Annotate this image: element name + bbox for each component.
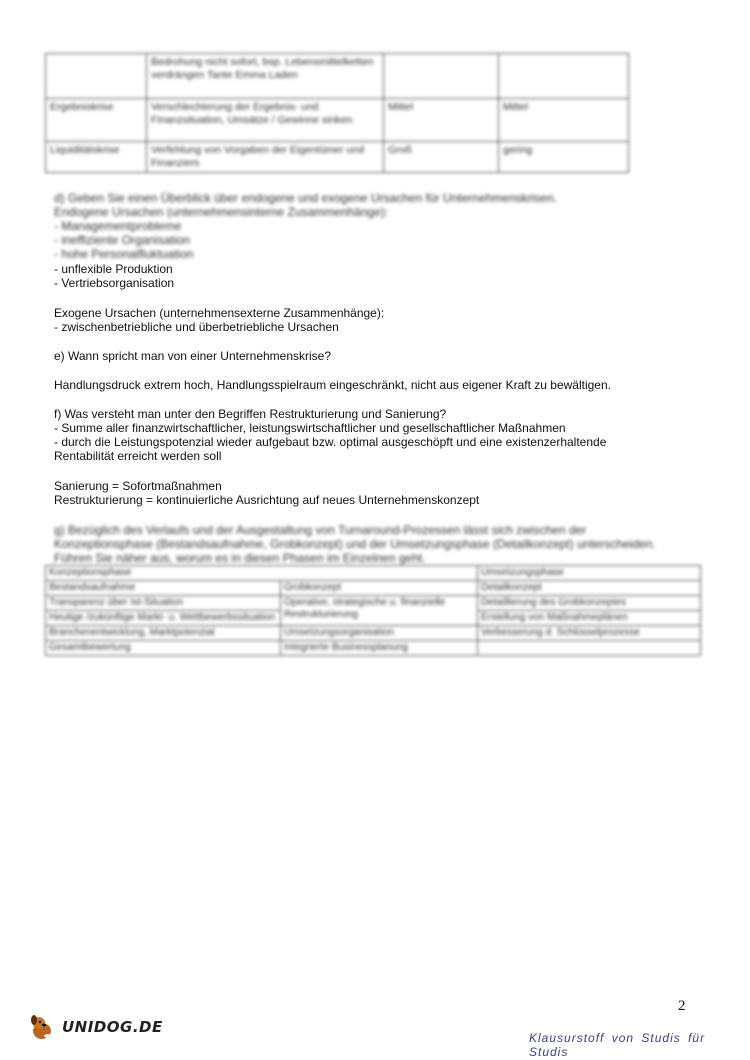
table-cell: Operative, strategische u. finanzielle Restrukturierung bbox=[281, 596, 478, 626]
table-cell: gering bbox=[499, 142, 629, 173]
question-g-line: Führen Sie näher aus, worum es in diesen Phasen im Einzelnen geht. bbox=[54, 551, 426, 565]
table-cell bbox=[46, 54, 147, 99]
list-item: - zwischenbetriebliche und überbetriebliche Ursachen bbox=[54, 320, 339, 334]
table-row bbox=[46, 566, 701, 581]
table-cell: Groß bbox=[384, 142, 499, 173]
logo-text: UNIDOG.DE bbox=[62, 1018, 163, 1036]
question-g: g) Bezüglich des Verlaufs und der Ausgestaltung von Turnaround-Prozessen lässt sich zwischen der bbox=[54, 523, 587, 537]
table-cell: Verschlechterung der Ergebnis- und Finanzsituation, Umsätze / Gewinne sinken bbox=[147, 99, 384, 142]
table-cell: Detailkonzept bbox=[478, 581, 701, 596]
endogenous-heading: Endogene Ursachen (unternehmensinterne Zusammenhänge): bbox=[54, 205, 389, 219]
table-cell bbox=[384, 54, 499, 99]
table-row bbox=[46, 54, 629, 99]
table-cell bbox=[499, 54, 629, 99]
footer-tagline: Klausurstoff von Studis für Studis bbox=[529, 1031, 706, 1059]
table-row bbox=[46, 99, 629, 142]
table-row bbox=[46, 142, 629, 173]
table-cell: Liquiditätskrise bbox=[46, 142, 147, 173]
question-f: f) Was versteht man unter den Begriffen Restrukturierung und Sanierung? bbox=[54, 407, 447, 421]
table-cell: Umsetzungsorganisation bbox=[281, 626, 478, 641]
table-row bbox=[46, 626, 701, 641]
table-cell bbox=[478, 641, 701, 656]
table-cell: Mittel bbox=[499, 99, 629, 142]
answer-f-line: Rentabilität erreicht werden soll bbox=[54, 449, 222, 463]
page-number: 2 bbox=[678, 998, 686, 1014]
table-cell: Heutige /zukünftige Markt- u. Wettbewerbssituation bbox=[46, 611, 281, 626]
phase-table bbox=[45, 565, 701, 656]
answer-f-line: - durch die Leistungspotenzial wieder aufgebaut bzw. optimal ausgeschöpft und eine existenzerhaltende bbox=[54, 435, 607, 449]
table-row bbox=[46, 581, 701, 596]
dog-icon bbox=[28, 1012, 58, 1042]
list-item: - Vertriebsorganisation bbox=[54, 276, 175, 290]
table-cell: Detaillierung des Grobkonzeptes bbox=[478, 596, 701, 611]
question-e: e) Wann spricht man von einer Unternehmenskrise? bbox=[54, 349, 332, 363]
table-cell: Verbesserung d. Schlüsselprozesse bbox=[478, 626, 701, 641]
crisis-table bbox=[45, 53, 629, 173]
table-cell: Verfehlung von Vorgaben der Eigentümer und Finanziers bbox=[147, 142, 384, 173]
table-cell: Transparenz über Ist-Situation bbox=[46, 596, 281, 611]
table-cell: Erstellung von Maßnahmeplänen bbox=[478, 611, 701, 626]
table-header-cell: Umsetzungsphase bbox=[478, 566, 701, 581]
exogenous-heading: Exogene Ursachen (unternehmensexterne Zusammenhänge): bbox=[54, 306, 385, 320]
table-cell: Branchenentwicklung, Marktpotenzial bbox=[46, 626, 281, 641]
table-cell: Bedrohung nicht sofort, bsp. Lebensmittelketten verdrängen Tante Emma Laden bbox=[147, 54, 384, 99]
table-cell: Bestandsaufnahme bbox=[46, 581, 281, 596]
answer-e: Handlungsdruck extrem hoch, Handlungsspielraum eingeschränkt, nicht aus eigener Kraft zu bewältigen. bbox=[54, 378, 611, 392]
definition-sanierung: Sanierung = Sofortmaßnahmen bbox=[54, 479, 222, 493]
definition-restrukturierung: Restrukturierung = kontinuierliche Ausrichtung auf neues Unternehmenskonzept bbox=[54, 493, 480, 507]
table-cell: Integrierte Businessplanung bbox=[281, 641, 478, 656]
table-row bbox=[46, 641, 701, 656]
list-item: - Managementprobleme bbox=[54, 219, 182, 233]
list-item: - ineffiziente Organisation bbox=[54, 233, 190, 247]
table-cell: Gesamtbewertung bbox=[46, 641, 281, 656]
table-header-cell: Konzeptionsphase bbox=[46, 566, 478, 581]
table-row bbox=[46, 596, 701, 611]
list-item: - hohe Personalfluktuation bbox=[54, 247, 194, 261]
list-item: - unflexible Produktion bbox=[54, 262, 173, 276]
answer-f-line: - Summe aller finanzwirtschaftlicher, leistungswirtschaftlicher und gesellschaftlicher Maßnahmen bbox=[54, 421, 566, 435]
question-d: d) Geben Sie einen Überblick über endogene und exogene Ursachen für Unternehmenskrisen. bbox=[54, 191, 557, 205]
table-cell: Ergebniskrise bbox=[46, 99, 147, 142]
unidog-logo bbox=[28, 1012, 163, 1042]
table-cell: Mittel bbox=[384, 99, 499, 142]
question-g-line: Konzeptionsphase (Bestandsaufnahme, Grobkonzept) und der Umsetzungsphase (Detailkonzept) unterscheiden. bbox=[54, 537, 656, 551]
table-cell: Grobkonzept bbox=[281, 581, 478, 596]
